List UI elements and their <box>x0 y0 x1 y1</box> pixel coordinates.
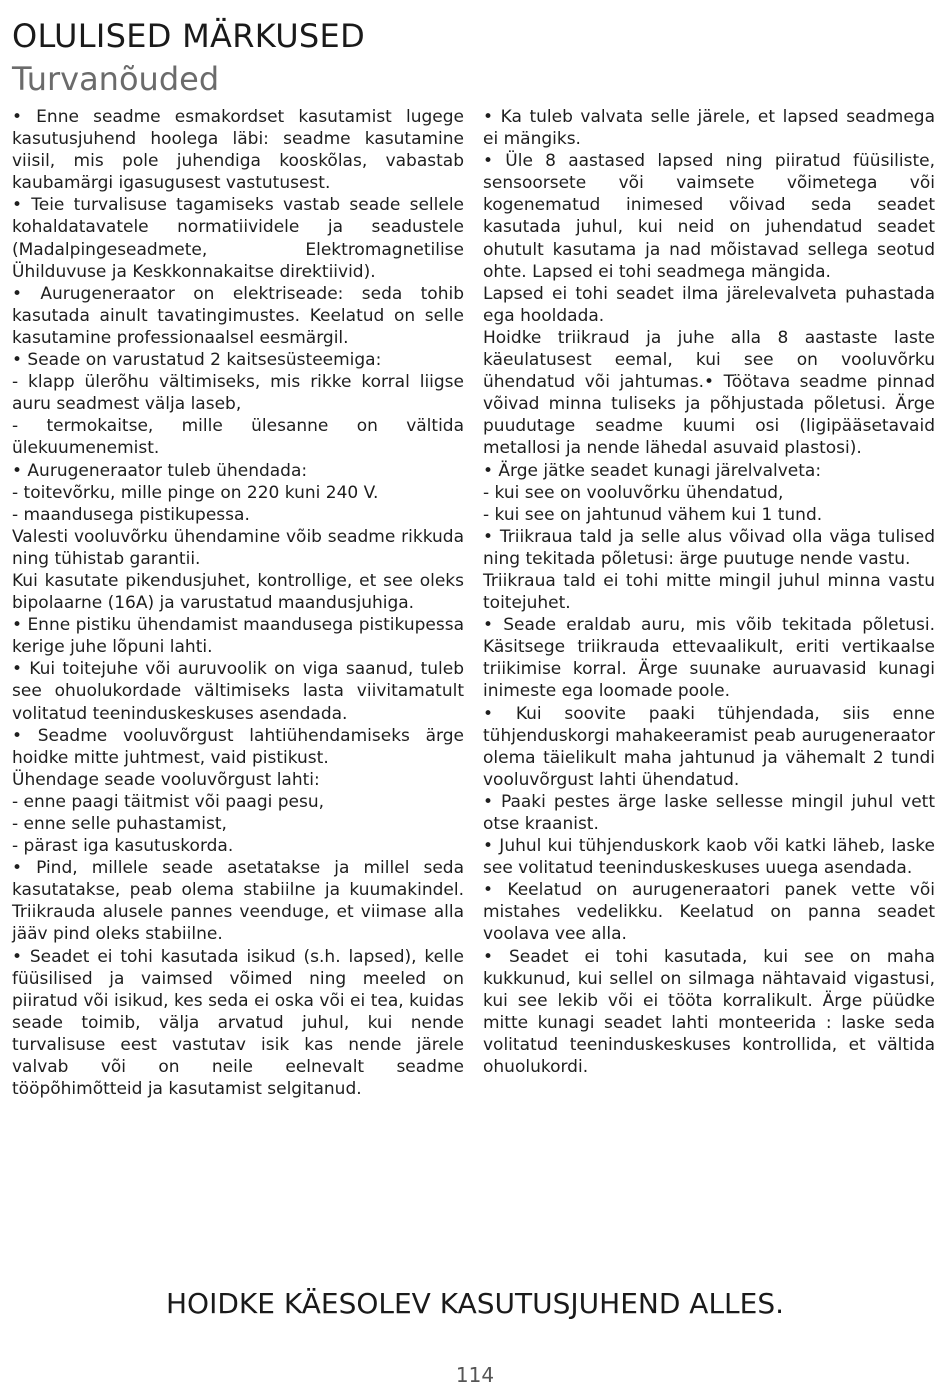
paragraph: - toitevõrku, mille pinge on 220 kuni 240 V. <box>12 482 379 503</box>
paragraph: - klapp ülerõhu vältimiseks, mis rikke korral liigse auru seadmest välja laseb, <box>12 372 464 415</box>
paragraph: - kui see on jahtunud vähem kui 1 tund. <box>483 504 823 525</box>
paragraph: Triikraua tald ei tohi mitte mingil juhul minna vastu toitejuhet. <box>483 570 935 614</box>
paragraph: - enne selle puhastamist, <box>12 814 227 834</box>
paragraph: • Teie turvalisuse tagamiseks vastab seade sellele kohaldatavatele normatiividele ja seadustele (Madalpingeseadmete, Elektromagnetilise Ühilduvuse ja Keskkonnakaitse direktiivid). <box>12 195 464 282</box>
paragraph: • Seadme vooluvõrgust lahtiühendamiseks ärge hoidke mitte juhtmest, vaid pistikust. <box>12 725 464 768</box>
paragraph: - pärast iga kasutuskorda. <box>12 836 234 857</box>
paragraph: • Aurugeneraator tuleb ühendada: <box>12 460 308 481</box>
paragraph: • Ärge jätke seadet kunagi järelvalveta: <box>483 460 822 481</box>
paragraph: • Seadet ei tohi kasutada isikud (s.h. lapsed), kelle füüsilised ja vaimsed võimed ning meeled on piiratud või isikud, kes seda ei oska või ei tea, kuidas seade toimib, välja arvatud juhul, kui nende turvalisuse eest vastutav isik kas nende järele valvab või on neile eelnevalt seadme tööpõhimõtteid ja kasutamist selgitanud. <box>12 946 464 1100</box>
page-title: OLULISED MÄRKUSED <box>12 17 366 55</box>
paragraph: • Enne seadme esmakordset kasutamist lugege kasutusjuhend hoolega läbi: seadme kasutamine viisil, mis pole juhendiga kooskõlas, vabastab kaubamärgi igasugusest vastutusest. <box>12 107 464 194</box>
paragraph: - maandusega pistikupessa. <box>12 504 250 525</box>
paragraph: - kui see on vooluvõrku ühendatud, <box>483 482 784 503</box>
footer-notice: HOIDKE KÄESOLEV KASUTUSJUHEND ALLES. <box>165 1287 785 1320</box>
paragraph: • Seade on varustatud 2 kaitsesüsteemiga: <box>12 350 382 371</box>
paragraph: Kui kasutate pikendusjuhet, kontrollige, et see oleks bipolaarne (16A) ja varustatud maandusjuhiga. <box>12 570 464 614</box>
paragraph: Valesti vooluvõrku ühendamine võib seadme rikkuda ning tühistab garantii. <box>12 526 464 569</box>
paragraph: • Triikraua tald ja selle alus võivad olla väga tulised ning tekitada põletusi: ärge puutuge nende vastu. <box>483 526 935 569</box>
paragraph: - termokaitse, mille ülesanne on vältida ülekuumenemist. <box>12 416 464 459</box>
paragraph: • Seade eraldab auru, mis võib tekitada põletusi. Käsitsege triikrauda ettevaalikult, eriti vertikaalse triikimise korral. Ärge suunake auruavasid kunagi inimeste ega loomade poole. <box>483 615 935 702</box>
right-text-column <box>483 106 935 1078</box>
paragraph: • Kui toitejuhe või auruvoolik on viga saanud, tuleb see ohuolukordade vältimiseks lasta viivitamatult volitatud teeninduskeskuses asendada. <box>12 659 464 724</box>
paragraph: • Enne pistiku ühendamist maandusega pistikupessa kerige juhe lõpuni lahti. <box>12 615 464 658</box>
paragraph: • Üle 8 aastased lapsed ning piiratud füüsiliste, sensoorsete või vaimsete võimetega või kogenematud inimesed võivad seda seadet kasutada juhul, kui neid on juhendatud seadet ohutult kasutama ja nad mõistavad sellega seotud ohte. Lapsed ei tohi seadmega mängida. <box>483 151 935 282</box>
paragraph: • Keelatud on aurugeneraatori panek vette või mistahes vedelikku. Keelatud on panna seadet voolava vee alla. <box>483 880 935 945</box>
left-text-column <box>12 106 464 1100</box>
paragraph: • Ka tuleb valvata selle järele, et lapsed seadmega ei mängiks. <box>483 107 935 150</box>
paragraph: - enne paagi täitmist või paagi pesu, <box>12 791 325 812</box>
paragraph: • Pind, millele seade asetatakse ja millel seda kasutatakse, peab olema stabiilne ja kuumakindel. Triikrauda alusele pannes veenduge, et viimase alla jääv pind oleks stabiilne. <box>12 858 464 945</box>
paragraph: Hoidke triikraud ja juhe alla 8 aastaste laste käeulatusest eemal, kui see on vooluvõrku ühendatud või jahtumas.• Töötava seadme pinnad võivad minna tuliseks ja põhjustada põletusi. Ärge puudutage seadme kuumi osi (ligipääsetavaid metallosi ja nende lähedal asuvaid plastosi). <box>483 327 935 459</box>
section-subtitle: Turvanõuded <box>12 60 220 98</box>
paragraph: • Seadet ei tohi kasutada, kui see on maha kukkunud, kui sellel on silmaga nähtavaid vigastusi, kui see lekib või ei tööta korralikult. Ärge püüdke mitte kunagi seadet lahti monteerida : laske seda volitatud teeninduskeskuses kontrollida, et vältida ohuolukordi. <box>483 946 935 1078</box>
paragraph: Lapsed ei tohi seadet ilma järelevalveta puhastada ega hooldada. <box>483 283 935 326</box>
page-number: 114 <box>455 1363 495 1387</box>
paragraph: Ühendage seade vooluvõrgust lahti: <box>12 769 320 790</box>
paragraph: • Kui soovite paaki tühjendada, siis enne tühjenduskorgi mahakeeramist peab aurugeneraator olema täielikult maha jahtunud ja vähemalt 2 tundi vooluvõrgust lahti ühendatud. <box>483 703 935 790</box>
paragraph: • Aurugeneraator on elektriseade: seda tohib kasutada ainult tavatingimustes. Keelatud on selle kasutamine professionaalsel eesmärgil. <box>12 283 464 348</box>
paragraph: • Paaki pestes ärge laske sellesse mingil juhul vett otse kraanist. <box>483 791 935 834</box>
paragraph: • Juhul kui tühjenduskork kaob või katki läheb, laske see volitatud teeninduskeskuses uuega asendada. <box>483 836 935 879</box>
